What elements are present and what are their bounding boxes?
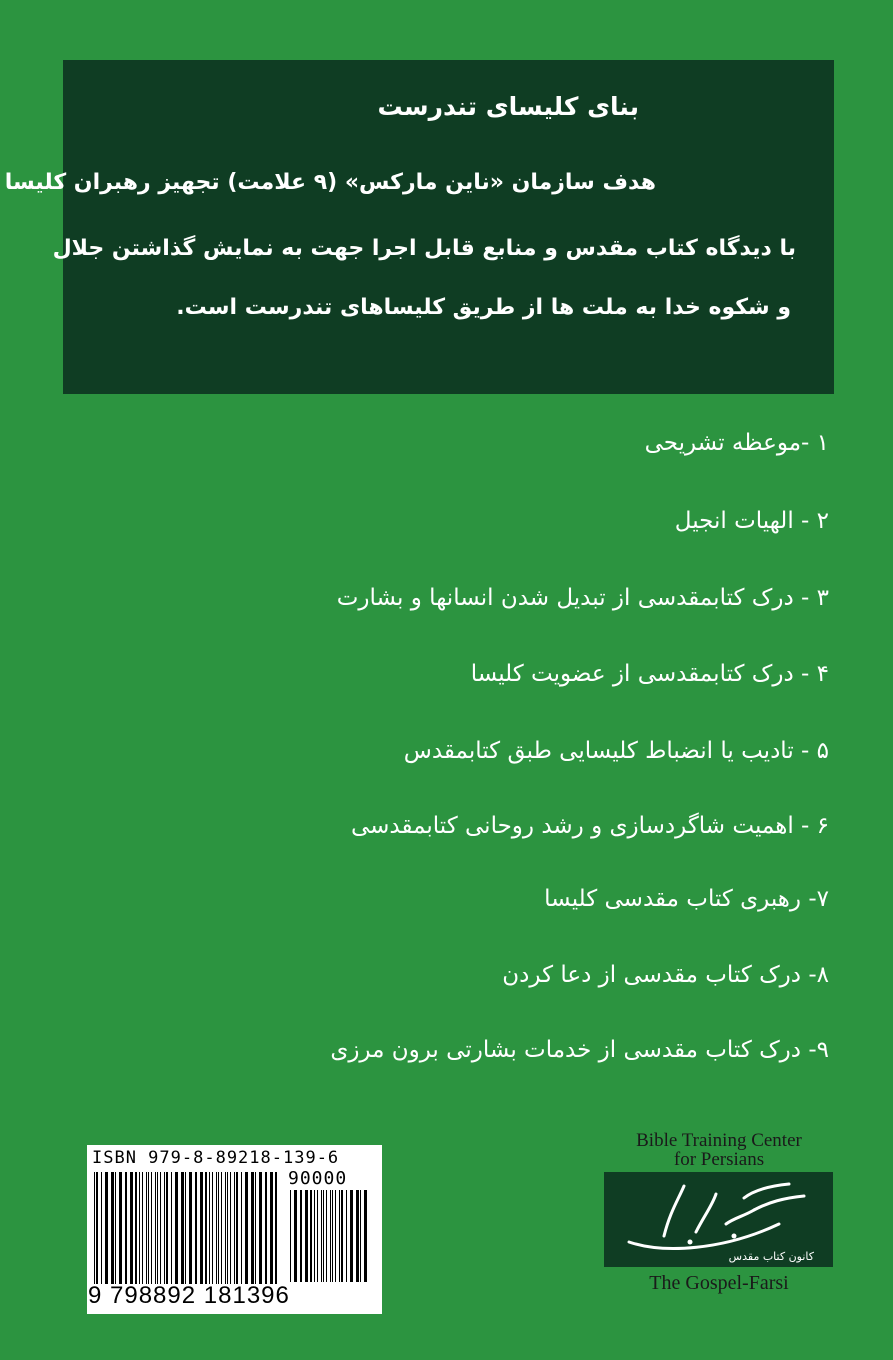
publisher-name-line-1: Bible Training Center bbox=[636, 1130, 802, 1151]
barcode-bar bbox=[125, 1172, 127, 1284]
mission-line-2: با دیدگاه کتاب مقدس و منابع قابل اجرا جهت به نمایش گذاشتن جلال bbox=[52, 236, 796, 261]
barcode-bar bbox=[200, 1172, 203, 1284]
barcode-bar bbox=[216, 1172, 217, 1284]
barcode-bar bbox=[155, 1172, 156, 1284]
barcode-bar bbox=[321, 1190, 322, 1282]
barcode-bar bbox=[310, 1190, 312, 1282]
barcode-bar bbox=[130, 1172, 133, 1284]
barcode-bar bbox=[209, 1172, 210, 1284]
mission-line-3: و شکوه خدا به ملت ها از طریق کلیساهای تندرست است. bbox=[176, 295, 791, 320]
barcode-bar bbox=[185, 1172, 186, 1284]
barcode-bar bbox=[332, 1190, 333, 1282]
barcode-bar bbox=[323, 1190, 324, 1282]
barcode-bar bbox=[146, 1172, 147, 1284]
barcode-bar bbox=[181, 1172, 184, 1284]
calligraphy-logo-icon bbox=[604, 1172, 833, 1267]
barcode-bar bbox=[189, 1172, 192, 1284]
mark-item-5: ۵ - تادیب یا انضباط کلیسایی طبق کتابمقدس bbox=[403, 738, 829, 764]
barcode-bar bbox=[227, 1172, 228, 1284]
barcode-bar bbox=[346, 1190, 347, 1282]
mark-item-3: ۳ - درک کتابمقدسی از تبدیل شدن انسانها و بشارت bbox=[336, 585, 829, 611]
barcode-bar bbox=[96, 1172, 98, 1284]
barcode-bar bbox=[164, 1172, 165, 1284]
barcode-bar bbox=[151, 1172, 152, 1284]
isbn-label: ISBN 979-8-89218-139-6 bbox=[92, 1148, 340, 1168]
barcode-bar bbox=[356, 1190, 359, 1282]
ean-barcode bbox=[92, 1172, 282, 1288]
barcode-bar bbox=[212, 1172, 213, 1284]
barcode-bar bbox=[241, 1172, 242, 1284]
barcode-bar bbox=[111, 1172, 114, 1284]
barcode-bar bbox=[205, 1172, 207, 1284]
publisher-name bbox=[606, 1131, 832, 1169]
barcode-bar bbox=[225, 1172, 226, 1284]
barcode-bar bbox=[221, 1172, 222, 1284]
barcode-bar bbox=[195, 1172, 197, 1284]
barcode-bar bbox=[218, 1172, 219, 1284]
barcode-bar bbox=[157, 1172, 158, 1284]
barcode-bar bbox=[234, 1172, 235, 1284]
barcode-bar bbox=[236, 1172, 238, 1284]
barcode-bar bbox=[101, 1172, 102, 1284]
barcode-bar bbox=[360, 1190, 361, 1282]
barcode-bar bbox=[245, 1172, 248, 1284]
mark-item-8: ۸- درک کتاب مقدسی از دعا کردن bbox=[502, 962, 829, 988]
mark-item-6: ۶ - اهمیت شاگردسازی و رشد روحانی کتابمقدسی bbox=[350, 813, 829, 839]
barcode-bar bbox=[350, 1190, 353, 1282]
barcode-bar bbox=[270, 1172, 273, 1284]
barcode-bar bbox=[265, 1172, 267, 1284]
barcode-bar bbox=[166, 1172, 168, 1284]
barcode-bar bbox=[94, 1172, 95, 1284]
logo-text: کانون کتاب مقدس bbox=[728, 1250, 814, 1263]
barcode-bar bbox=[341, 1190, 343, 1282]
barcode-bar bbox=[115, 1172, 116, 1284]
barcode-bar bbox=[142, 1172, 143, 1284]
barcode-bar bbox=[339, 1190, 340, 1282]
barcode-bar bbox=[255, 1172, 256, 1284]
barcode-bar bbox=[139, 1172, 140, 1284]
publisher-logo bbox=[604, 1172, 833, 1267]
barcode-bar bbox=[135, 1172, 137, 1284]
barcode-bar bbox=[259, 1172, 262, 1284]
mission-line-1: هدف سازمان «ناین مارکس» (۹ علامت) تجهیز رهبران کلیسا bbox=[4, 170, 656, 195]
barcode-bar bbox=[364, 1190, 367, 1282]
barcode-bar bbox=[105, 1172, 108, 1284]
barcode-bar bbox=[230, 1172, 231, 1284]
barcode-bar bbox=[119, 1172, 122, 1284]
barcode-bar bbox=[148, 1172, 149, 1284]
barcode-bar bbox=[294, 1190, 297, 1282]
publisher-name-line-2: for Persians bbox=[673, 1149, 765, 1170]
barcode-bar bbox=[175, 1172, 178, 1284]
barcode-bar bbox=[275, 1172, 277, 1284]
mark-item-2: ۲ - الهیات انجیل bbox=[674, 508, 829, 534]
ean-digits: 9 798892 181396 bbox=[88, 1282, 290, 1309]
barcode-bar bbox=[317, 1190, 318, 1282]
barcode-bar bbox=[330, 1190, 331, 1282]
barcode-bar bbox=[290, 1190, 291, 1282]
barcode-bar bbox=[335, 1190, 336, 1282]
book-title: بنای کلیسای تندرست bbox=[377, 92, 639, 121]
barcode-bar bbox=[314, 1190, 315, 1282]
barcode-bar bbox=[171, 1172, 172, 1284]
mark-item-1: ۱ -موعظه تشریحی bbox=[644, 430, 829, 456]
price-code: 90000 bbox=[288, 1168, 348, 1189]
mark-item-7: ۷- رهبری کتاب مقدسی کلیسا bbox=[544, 886, 829, 912]
barcode-bar bbox=[251, 1172, 254, 1284]
mark-item-9: ۹- درک کتاب مقدسی از خدمات بشارتی برون مرزی bbox=[330, 1037, 829, 1063]
publisher-tagline: The Gospel-Farsi bbox=[649, 1272, 789, 1294]
barcode-bar bbox=[305, 1190, 308, 1282]
addon-barcode bbox=[288, 1190, 373, 1286]
barcode-bar bbox=[300, 1190, 302, 1282]
barcode-bar bbox=[160, 1172, 161, 1284]
mark-item-4: ۴ - درک کتابمقدسی از عضویت کلیسا bbox=[470, 661, 829, 687]
barcode-bar bbox=[326, 1190, 327, 1282]
